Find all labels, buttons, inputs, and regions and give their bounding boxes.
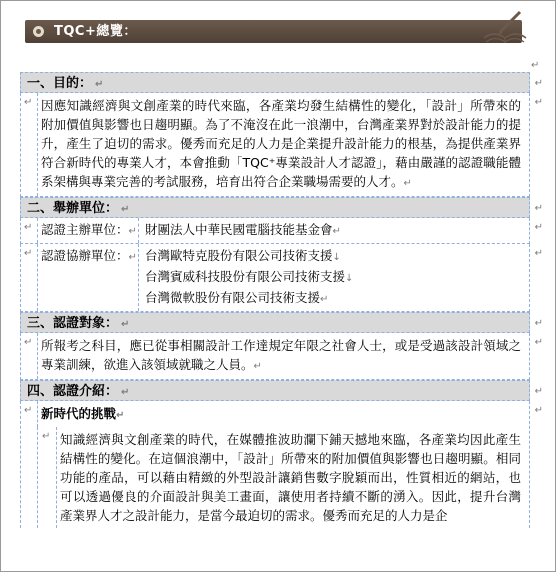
co-organizer-item: 台灣歐特克股份有限公司技術支援↓ (145, 248, 341, 263)
co-organizer-item: 台灣微軟股份有限公司技術支援↵ (145, 290, 329, 305)
intro-nested-cell: ↵ 知識經濟與文創產業的時代，在媒體推波助瀾下鋪天撼地來臨，各產業均因此產生結構性的變化。在這個浪潮中，「設計」所帶來的附加價值與影響也日趨明顯。相同功能的產品，可以藉由精緻的外型設計讓銷售數字脫穎而出，性質相近的網站，也可以透過優良的介面設計與美工畫面，讓使用者持續不斷的湧入。因此，提升台灣產業界人才之設計能力，是當今最迫切的需求。優秀而充足的人力是企 (37, 427, 529, 528)
host-label: 認證主辦單位：↵ (21, 218, 139, 243)
section-heading-purpose: 一、目的： ↵ ↵ (20, 72, 530, 93)
section-heading-target: 三、認證對象： ↵ ↵ (20, 312, 530, 333)
paragraph-mark: ↵ (531, 60, 540, 71)
organizer-co-row: ↵ 認證協辦單位：↵ 台灣歐特克股份有限公司技術支援↓ 台灣賓威科技股份有限公司技術支援↓ 台灣微軟股份有限公司技術支援↵ ↵ (20, 244, 530, 312)
host-value: 財團法人中華民國電腦技能基金會↵ (145, 222, 341, 237)
intro-paragraph: 知識經濟與文創產業的時代，在媒體推波助瀾下鋪天撼地來臨，各產業均因此產生結構性的變化。在這個浪潮中，「設計」所帶來的附加價值與影響也日趨明顯。相同功能的產品，可以藉由精緻的外型設計讓銷售數字脫穎而出，性質相近的網站，也可以透過優良的介面設計與美工畫面，讓使用者持續不斷的湧入。因此，提升台灣產業界人才之設計能力，是當今最迫切的需求。優秀而充足的人力是企 (38, 427, 529, 528)
co-organizer-values (139, 244, 529, 311)
section-body-target: ↵ 所報考之科目，應已從事相關設計工作達規定年限之社會人士，或是受過該設計領域之專業訓練，欲進入該領域就職之人員。↵ ↵ (20, 333, 530, 380)
organizer-host-row: ↵ 認證主辦單位：↵ 財團法人中華民國電腦技能基金會↵ ↵ (20, 218, 530, 244)
banner-bullet-icon (33, 26, 44, 37)
section-body-intro: ↵ 新時代的挑戰↵ ↵ 知識經濟與文創產業的時代，在媒體推波助瀾下鋪天撼地來臨，各產業均因此產生結構性的變化。在這個浪潮中，「設計」所帶來的附加價值與影響也日趨明顯。相同功能的產品，可以藉由精緻的外型設計讓銷售數字脫穎而出，性質相近的網站，也可以透過優良的介面設計與美工畫面，讓使用者持續不斷的湧入。因此，提升台灣產業界人才之設計能力，是當今最迫切的需求。優秀而充足的人力是企 ↵ (20, 401, 530, 528)
co-organizer-item: 台灣賓威科技股份有限公司技術支援↓ (145, 269, 354, 284)
banner-title: TQC+總覽： (54, 24, 137, 39)
document-table (20, 72, 543, 528)
purpose-paragraph: 因應知識經濟與文創產業的時代來臨，各產業均發生結構性的變化，「設計」所帶來的附加價值與影響也日趨明顯。為了不淹沒在此一浪潮中，台灣產業界對於設計能力的提升，產生了迫切的需求。優秀而充足的人力是企業提升設計能力的根基，為提供產業界符合新時代的專業人才，本會推動「TQC⁺專業設計人才認證」，藉由嚴謹的認證職能體系架構與專業完善的考試服務，培育出符合企業職場需要的人才。↵ (21, 93, 529, 196)
intro-subheading: 新時代的挑戰↵ (21, 401, 529, 427)
open-book-pencil-icon (480, 8, 530, 46)
section-body-purpose: ↵ 因應知識經濟與文創產業的時代來臨，各產業均發生結構性的變化，「設計」所帶來的附加價值與影響也日趨明顯。為了不淹沒在此一浪潮中，台灣產業界對於設計能力的提升，產生了迫切的需求。優秀而充足的人力是企業提升設計能力的根基，為提供產業界符合新時代的專業人才，本會推動「TQC⁺專業設計人才認證」，藉由嚴謹的認證職能體系架構與專業完善的考試服務，培育出符合企業職場需要的人才。↵ ↵ (20, 93, 530, 197)
section-heading-organizer: 二、舉辦單位： ↵ ↵ (20, 197, 530, 218)
co-organizer-label: 認證協辦單位：↵ (21, 244, 139, 311)
target-paragraph: 所報考之科目，應已從事相關設計工作達規定年限之社會人士，或是受過該設計領域之專業訓練，欲進入該領域就職之人員。↵ (21, 333, 529, 379)
section-heading-intro: 四、認證介紹： ↵ ↵ (20, 380, 530, 401)
